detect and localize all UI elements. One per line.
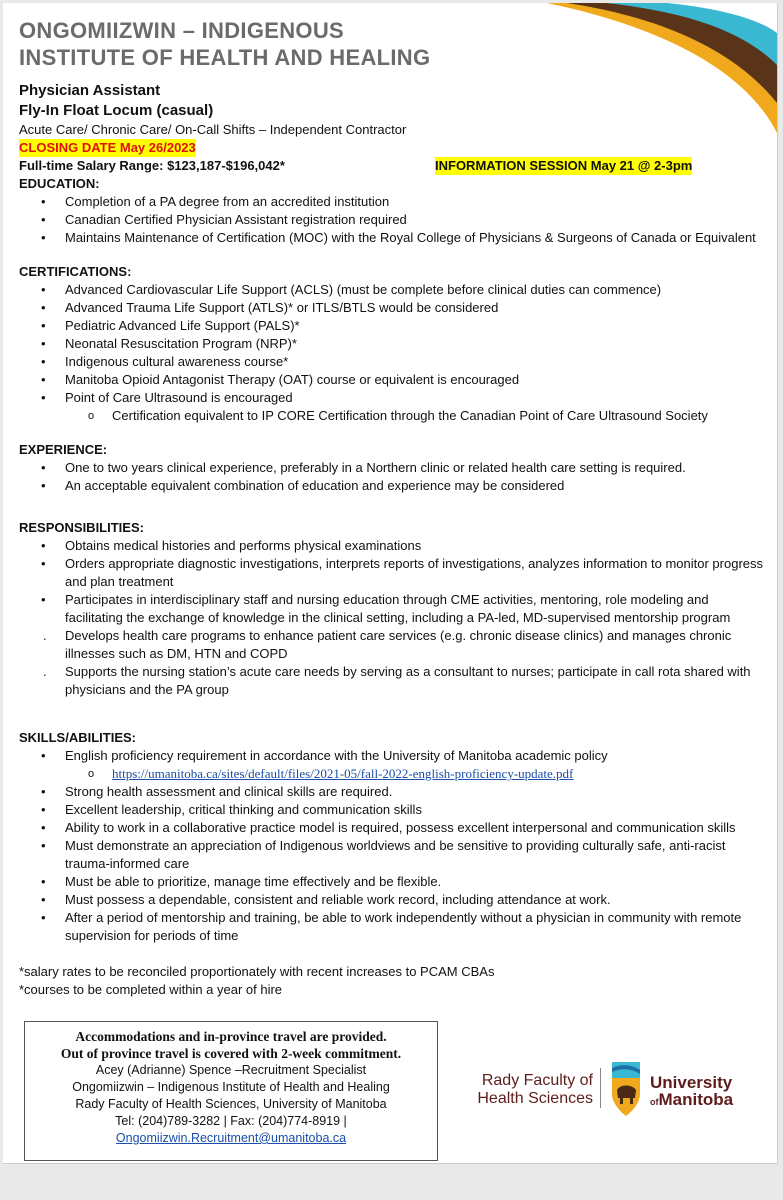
list-item: • Pediatric Advanced Life Support (PALS)* bbox=[65, 317, 764, 335]
university-shield-icon bbox=[608, 1060, 644, 1118]
education-heading: EDUCATION: bbox=[19, 176, 100, 191]
list-item: • One to two years clinical experience, preferably in a Northern clinic or related health care setting is required. bbox=[65, 459, 764, 477]
list-item: • Advanced Trauma Life Support (ATLS)* or ITLS/BTLS would be considered bbox=[65, 299, 764, 317]
certifications-heading: CERTIFICATIONS: bbox=[19, 264, 132, 279]
footnote-courses: *courses to be completed within a year of hire bbox=[19, 982, 283, 997]
logos-area bbox=[465, 1058, 745, 1128]
list-item: • After a period of mentorship and training, be able to work independently without a physician in community with remote supervision for periods of time bbox=[65, 909, 764, 945]
travel-accommodations-note: Accommodations and in-province travel are provided. bbox=[75, 1029, 387, 1044]
footnote-salary: *salary rates to be reconciled proportionately with recent increases to PCAM CBAs bbox=[19, 964, 495, 979]
list-item: . Develops health care programs to enhance patient care services (e.g. chronic disease clinics) and manages chronic illnesses such as DM, HTN and COPD bbox=[65, 627, 764, 663]
institute-title-line1: ONGOMIIZWIN – INDIGENOUS bbox=[19, 18, 344, 43]
contact-faculty: Rady Faculty of Health Sciences, University of Manitoba bbox=[75, 1097, 387, 1111]
education-list bbox=[19, 193, 764, 247]
job-subtitle: Fly-In Float Locum (casual) bbox=[19, 102, 214, 119]
list-item: • Must demonstrate an appreciation of Indigenous worldviews and be sensitive to providing culturally safe, anti-racist trauma-informed care bbox=[65, 837, 764, 873]
list-item: • Must be able to prioritize, manage time effectively and be flexible. bbox=[65, 873, 764, 891]
list-item: • Orders appropriate diagnostic investigations, interprets reports of investigations, analyzes information to monitor progress and plan treatment bbox=[65, 555, 764, 591]
list-item: • Completion of a PA degree from an accredited institution bbox=[65, 193, 764, 211]
uom-logo-line2: Manitoba bbox=[658, 1090, 734, 1109]
rady-logo-line2: Health Sciences bbox=[477, 1090, 593, 1107]
list-item: • Canadian Certified Physician Assistant registration required bbox=[65, 211, 764, 229]
contact-box bbox=[24, 1021, 438, 1161]
skills-sublist bbox=[19, 765, 764, 783]
posting-content bbox=[19, 81, 764, 999]
list-item: • Maintains Maintenance of Certification (MOC) with the Royal College of Physicians & Surgeons of Canada or Equivalent bbox=[65, 229, 764, 247]
travel-commitment-note: Out of province travel is covered with 2-week commitment. bbox=[60, 1046, 402, 1061]
skills-heading: SKILLS/ABILITIES: bbox=[19, 730, 136, 745]
list-item: . Supports the nursing station’s acute care needs by serving as a consultant to nurses; participate in call rota shared with physicians and the PA group bbox=[65, 663, 764, 699]
job-title: Physician Assistant bbox=[19, 82, 161, 99]
list-item: • Strong health assessment and clinical skills are required. bbox=[65, 783, 764, 801]
list-item: • Point of Care Ultrasound is encouraged bbox=[65, 389, 764, 407]
english-proficiency-link[interactable]: https://umanitoba.ca/sites/default/files/2021-05/fall-2022-english-proficiency-update.pdf bbox=[112, 766, 574, 781]
job-posting-page bbox=[3, 3, 778, 1164]
rady-logo-line1: Rady Faculty of bbox=[481, 1072, 593, 1089]
contact-email-link[interactable]: Ongomiizwin.Recruitment@umanitoba.ca bbox=[115, 1131, 347, 1145]
institute-title-line2: INSTITUTE OF HEALTH AND HEALING bbox=[19, 45, 431, 70]
uom-logo-of: of bbox=[650, 1097, 659, 1107]
job-type: Acute Care/ Chronic Care/ On-Call Shifts – Independent Contractor bbox=[19, 122, 407, 137]
uom-logo-line1: University bbox=[650, 1073, 733, 1092]
experience-list bbox=[19, 459, 764, 495]
list-item: • Advanced Cardiovascular Life Support (ACLS) (must be complete before clinical duties can commence) bbox=[65, 281, 764, 299]
certifications-sublist bbox=[19, 407, 764, 425]
list-item: • Indigenous cultural awareness course* bbox=[65, 353, 764, 371]
responsibilities-heading: RESPONSIBILITIES: bbox=[19, 520, 144, 535]
institute-title bbox=[19, 17, 579, 71]
list-item: • Excellent leadership, critical thinking and communication skills bbox=[65, 801, 764, 819]
skills-list-top bbox=[19, 747, 764, 765]
list-item: • An acceptable equivalent combination of education and experience may be considered bbox=[65, 477, 764, 495]
list-item: • Manitoba Opioid Antagonist Therapy (OAT) course or equivalent is encouraged bbox=[65, 371, 764, 389]
logo-divider bbox=[600, 1068, 601, 1108]
list-item: • Must possess a dependable, consistent and reliable work record, including attendance at work. bbox=[65, 891, 764, 909]
experience-heading: EXPERIENCE: bbox=[19, 442, 108, 457]
sub-list-item bbox=[112, 765, 764, 783]
sub-list-item: o Certification equivalent to IP CORE Certification through the Canadian Point of Care Ultrasound Society bbox=[112, 407, 764, 425]
closing-date: CLOSING DATE May 26/2023 bbox=[19, 140, 196, 155]
certifications-list bbox=[19, 281, 764, 407]
list-item: • Neonatal Resuscitation Program (NRP)* bbox=[65, 335, 764, 353]
rady-faculty-logo bbox=[465, 1072, 593, 1108]
info-session: INFORMATION SESSION May 21 @ 2-3pm bbox=[435, 158, 693, 173]
responsibilities-list bbox=[19, 537, 764, 699]
list-item: • Obtains medical histories and performs physical examinations bbox=[65, 537, 764, 555]
contact-phone: Tel: (204)789-3282 | Fax: (204)774-8919 | bbox=[115, 1114, 347, 1128]
list-item: • Participates in interdisciplinary staff and nursing education through CME activities, mentoring, role modeling and facilitating the exchange of knowledge in the clinical setting, including a PA-led, MD-supervised mentorship program bbox=[65, 591, 764, 627]
salary-row bbox=[19, 157, 764, 175]
list-item: • English proficiency requirement in accordance with the University of Manitoba academic policy bbox=[65, 747, 764, 765]
salary-range: Full-time Salary Range: $123,187-$196,042* bbox=[19, 158, 285, 173]
skills-list bbox=[19, 783, 764, 945]
university-of-manitoba-logo bbox=[650, 1074, 733, 1111]
list-item: • Ability to work in a collaborative practice model is required, possess excellent interpersonal and communication skills bbox=[65, 819, 764, 837]
contact-org: Ongomiizwin – Indigenous Institute of Health and Healing bbox=[72, 1080, 390, 1094]
contact-name: Acey (Adrianne) Spence –Recruitment Specialist bbox=[95, 1063, 367, 1077]
